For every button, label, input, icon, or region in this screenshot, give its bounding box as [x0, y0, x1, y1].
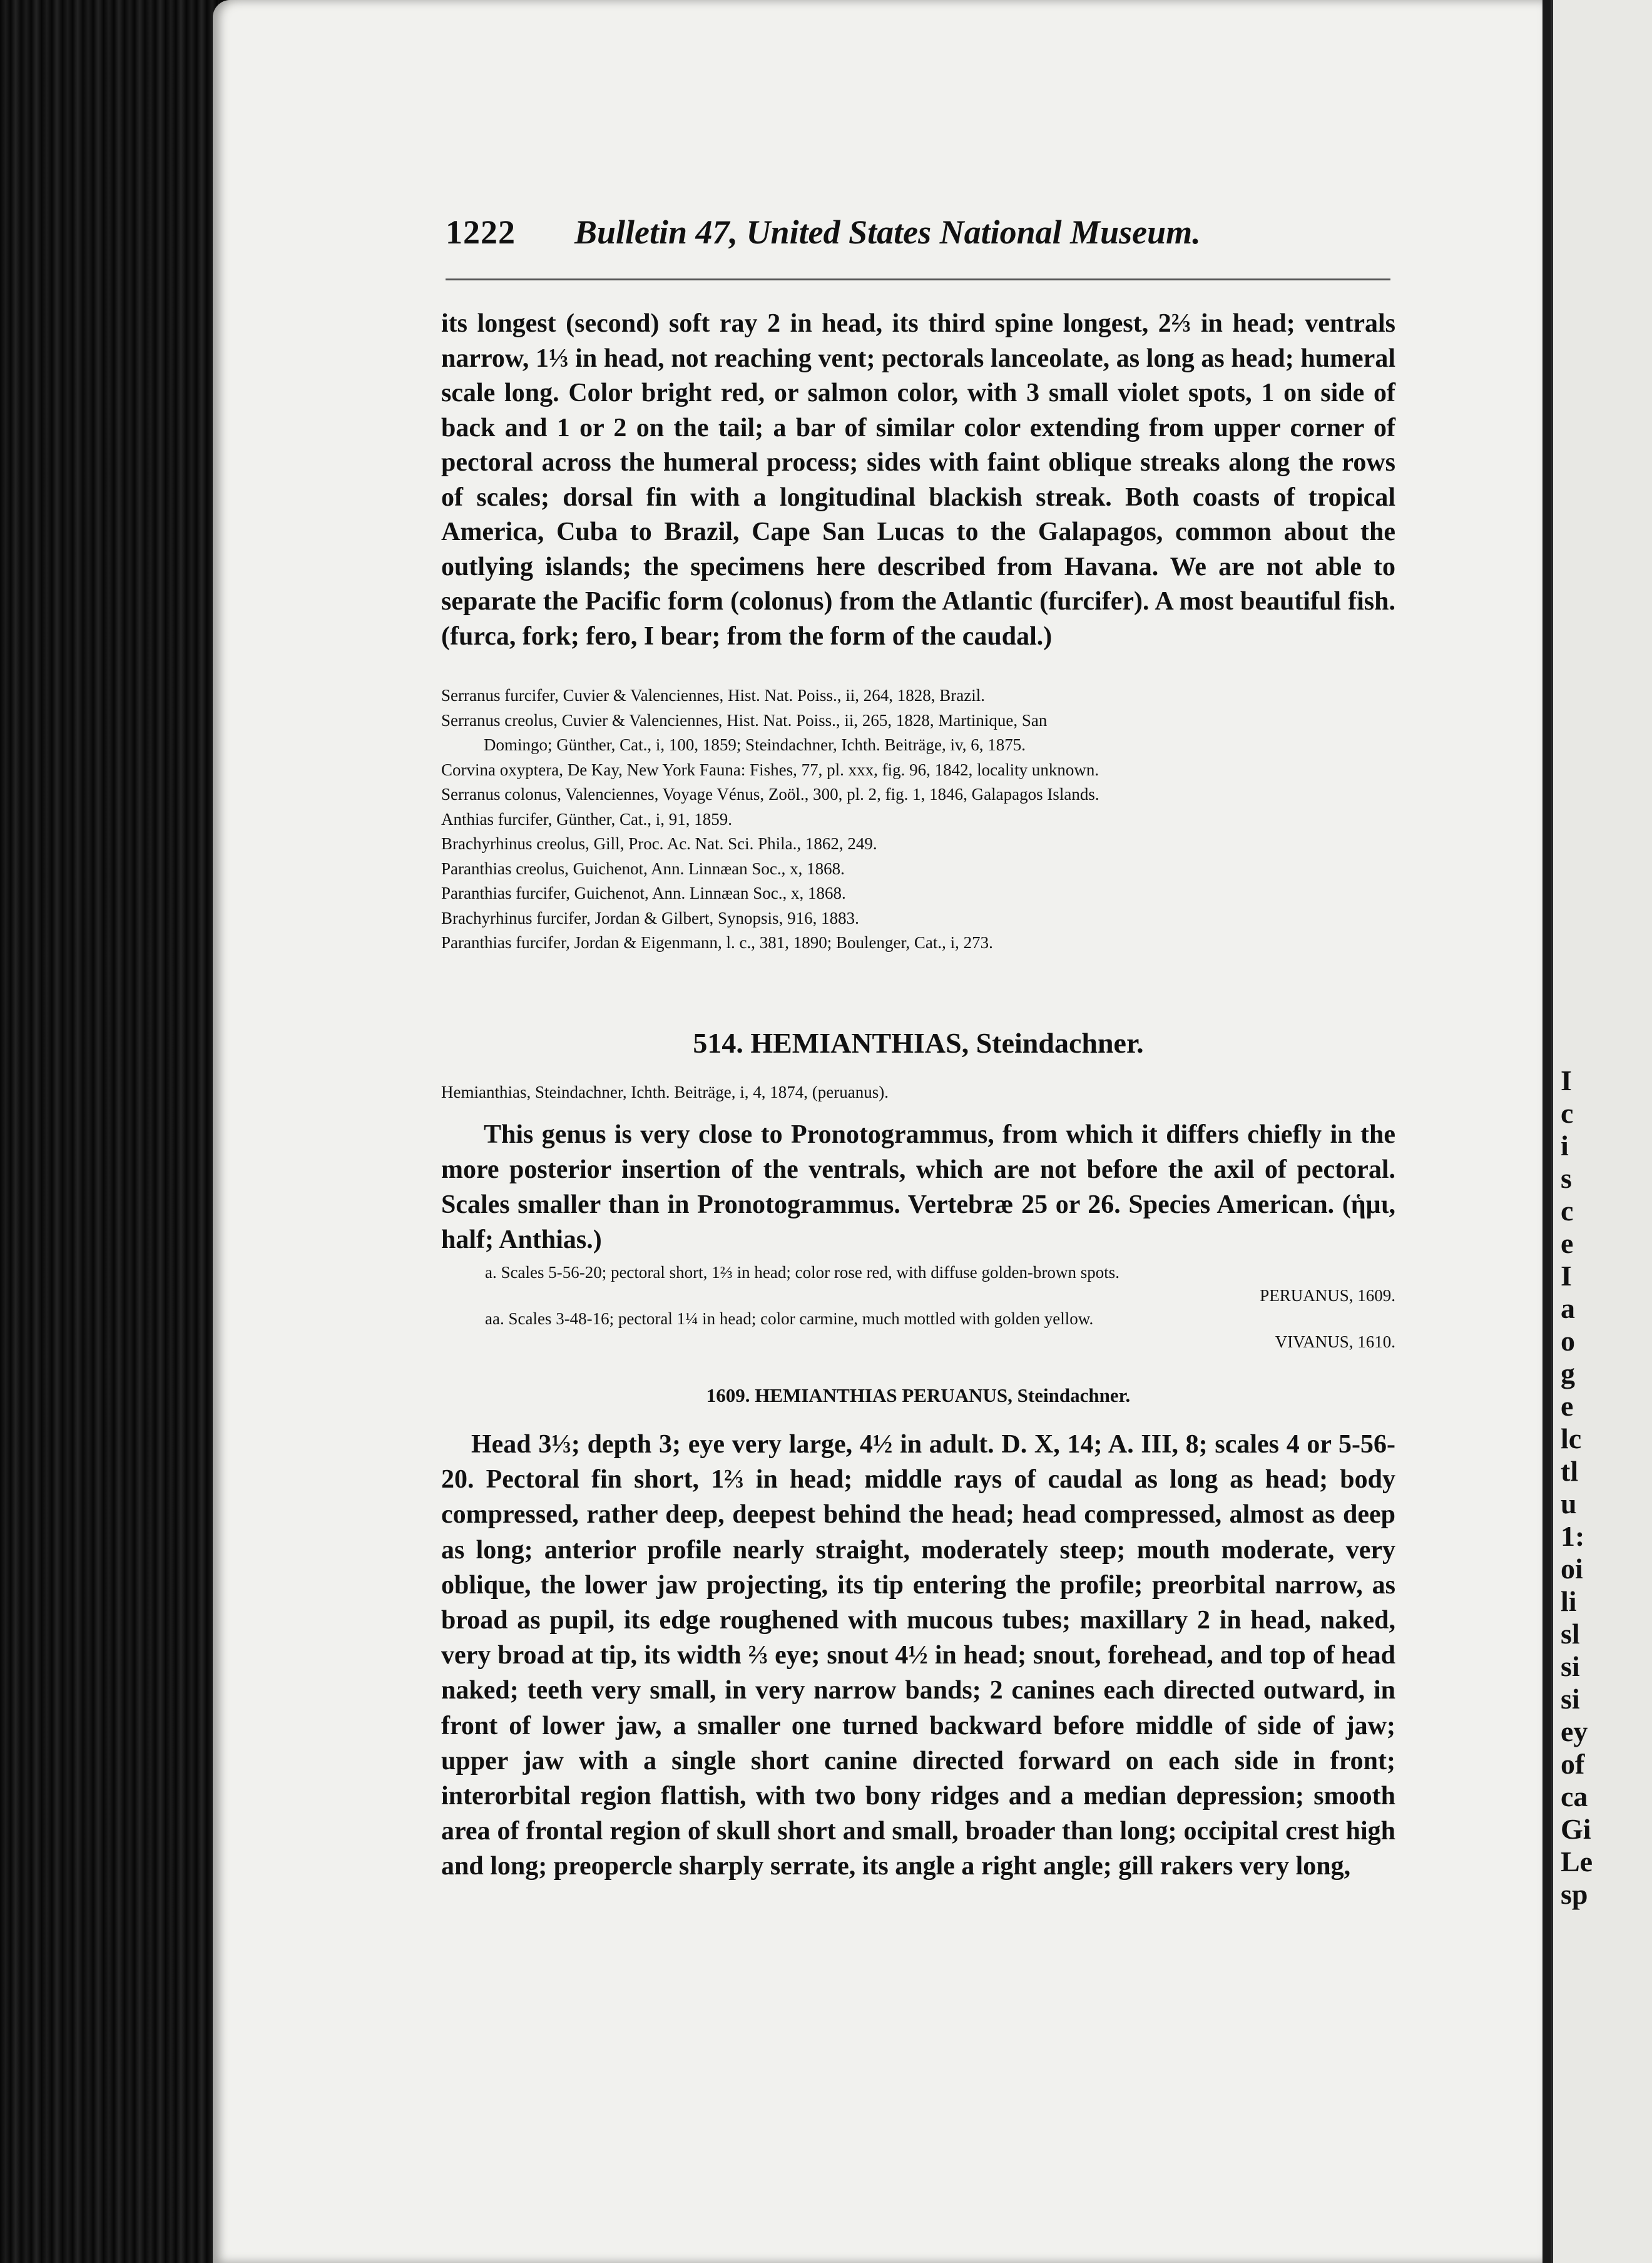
book-spine [0, 0, 219, 2263]
next-page-fragment: lc [1561, 1423, 1582, 1454]
synonym-entry: Corvina oxyptera, De Kay, New York Fauna: Fishes, 77, pl. xxx, fig. 96, 1842, locality unknown. [441, 760, 1099, 779]
running-title: Bulletin 47, United States National Museum. [574, 213, 1201, 251]
key-entry-aa: aa. Scales 3-48-16; pectoral 1¼ in head; color carmine, much mottled with golden yellow. [485, 1309, 1094, 1328]
genus-description [441, 1117, 1395, 1257]
next-page-fragment: o [1561, 1325, 1575, 1357]
next-page-fragment: a [1561, 1292, 1575, 1324]
synonym-entry: Serranus creolus, Cuvier & Valenciennes, Hist. Nat. Poiss., ii, 265, 1828, Martinique, San [441, 710, 1048, 730]
key-target-a: PERUANUS, 1609. [1260, 1286, 1395, 1305]
next-page-fragment: Gi [1561, 1813, 1591, 1845]
next-page-fragment: e [1561, 1390, 1574, 1422]
next-page-fragment: c [1561, 1195, 1574, 1227]
genus-heading: 514. HEMIANTHIAS, Steindachner. [693, 1027, 1144, 1059]
species-key [441, 1261, 1395, 1354]
next-page-fragment: sp [1561, 1878, 1588, 1910]
next-page-fragment: I [1561, 1065, 1572, 1096]
genus-description-text: This genus is very close to Pronotogrammus, from which it differs chiefly in the more posterior insertion of the ventrals, which are not before the axil of pectoral. Scales smaller than in Pronotogrammus. Vertebræ 25 or 26. Species American. (ἡμι, half; Anthias.) [441, 1120, 1395, 1254]
next-page-fragment: tl [1561, 1455, 1579, 1487]
next-page-fragment: g [1561, 1357, 1575, 1389]
synonym-entry: Paranthias furcifer, Jordan & Eigenmann, l. c., 381, 1890; Boulenger, Cat., i, 273. [441, 933, 993, 952]
next-page-fragment: u [1561, 1488, 1577, 1520]
species-heading: 1609. HEMIANTHIAS PERUANUS, Steindachner. [706, 1384, 1131, 1406]
next-page-fragment: e [1561, 1227, 1574, 1259]
next-page-fragment: c [1561, 1097, 1574, 1129]
description-continued: its longest (second) soft ray 2 in head, its third spine longest, 2⅔ in head; ventrals narrow, 1⅓ in head, not reaching vent; pectorals lanceolate, as long as head; humeral scale long. Color bright red, or salmon color, with 3 small violet spots, 1 on side of back and 1 or 2 on the tail; a bar of similar color extending from upper corner of pectoral across the humeral process; sides with faint oblique streaks along the rows of scales; dorsal fin with a longitudinal blackish streak. Both coasts of tropical America, Cuba to Brazil, Cape San Lucas to the Galapagos, common about the outlying islands; the specimens here described from Havana. We are not able to separate the Pacific form (colonus) from the Atlantic (furcifer). A most beautiful fish. (furca, fork; fero, I bear; from the form of the caudal.) [441, 309, 1395, 651]
next-page-fragment: si [1561, 1683, 1580, 1715]
synonym-entry: Paranthias furcifer, Guichenot, Ann. Linnæan Soc., x, 1868. [441, 884, 846, 902]
header-rule [446, 278, 1390, 280]
next-page-fragment: s [1561, 1162, 1572, 1194]
next-page-fragment: i [1561, 1130, 1569, 1162]
next-page-fragment: sl [1561, 1618, 1580, 1650]
next-page-fragment: li [1561, 1585, 1577, 1617]
synonym-entry: Serranus colonus, Valenciennes, Voyage Vénus, Zoöl., 300, pl. 2, fig. 1, 1846, Galapagos Islands. [441, 785, 1099, 804]
synonym-entry: Brachyrhinus creolus, Gill, Proc. Ac. Nat. Sci. Phila., 1862, 249. [441, 834, 877, 853]
next-page-fragment: ca [1561, 1780, 1588, 1812]
key-entry-a: a. Scales 5-56-20; pectoral short, 1⅔ in head; color rose red, with diffuse golden-brown spots. [485, 1263, 1120, 1282]
key-target-aa: VIVANUS, 1610. [1275, 1332, 1395, 1351]
page-header [446, 213, 1397, 269]
synonym-entry: Brachyrhinus furcifer, Jordan & Gilbert, Synopsis, 916, 1883. [441, 908, 859, 927]
next-page-fragment: 1: [1561, 1520, 1585, 1552]
synonym-entry: Domingo; Günther, Cat., i, 100, 1859; Steindachner, Ichth. Beiträge, iv, 6, 1875. [484, 735, 1026, 754]
synonym-entry: Paranthias creolus, Guichenot, Ann. Linnæan Soc., x, 1868. [441, 859, 845, 878]
next-page-fragment: si [1561, 1650, 1580, 1682]
next-page-fragment: I [1561, 1260, 1572, 1292]
species-description-text: Head 3⅓; depth 3; eye very large, 4½ in adult. D. X, 14; A. III, 8; scales 4 or 5-56-20. Pectoral fin short, 1⅔ in head; middle rays of caudal as long as head; body compressed, rather deep, deepest behind the head; head compressed, almost as deep as long; anterior profile nearly straight, moderately steep; mouth moderate, very oblique, the lower jaw projecting, its tip entering the profile; preorbital narrow, as broad as pupil, its edge roughened with mucous tubes; maxillary 2 in head, naked, very broad at tip, its width ⅔ eye; snout 4½ in head; snout, forehead, and top of head naked; teeth very small, in very narrow bands; 2 canines each directed outward, in front of lower jaw, a smaller one turned backward before middle of side of jaw; upper jaw with a single short canine directed forward on each side in front; interorbital region flattish, with two bony ridges and a median depression; smooth area of frontal region of skull short and small, broader than long; occipital crest high and long; preopercle sharply serrate, its angle a right angle; gill rakers very long, [441, 1430, 1395, 1881]
next-page-fragment: oi [1561, 1553, 1583, 1585]
page-number: 1222 [446, 213, 516, 251]
next-page-fragment: Le [1561, 1846, 1593, 1877]
synonym-entry: Serranus furcifer, Cuvier & Valenciennes, Hist. Nat. Poiss., ii, 264, 1828, Brazil. [441, 686, 986, 705]
synonym-entry: Anthias furcifer, Günther, Cat., i, 91, 1859. [441, 809, 732, 829]
genus-citation: Hemianthias, Steindachner, Ichth. Beiträge, i, 4, 1874, (peruanus). [441, 1083, 889, 1101]
next-page-fragment: ey [1561, 1715, 1588, 1747]
next-page-edge [1551, 0, 1652, 2263]
next-page-fragment: of [1561, 1748, 1585, 1780]
synonymy-list [441, 683, 1395, 956]
species-description [441, 1427, 1395, 1884]
